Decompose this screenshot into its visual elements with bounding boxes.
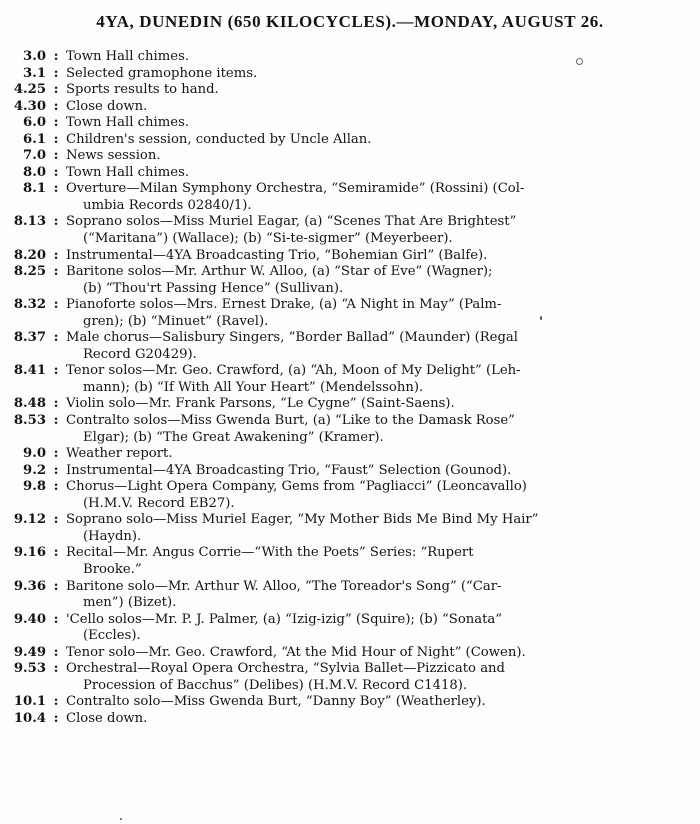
schedule-entry [2, 181, 696, 214]
entry-description [66, 165, 696, 182]
entry-time: 9.8 [23, 479, 46, 495]
entry-description [66, 396, 696, 413]
schedule-entry [2, 413, 696, 446]
schedule-entry [2, 214, 696, 247]
entry-time: 8.41 [13, 363, 46, 379]
entry-text-line: Male chorus—Salisbury Singers, “Border Ballad” (Maunder) (Regal [66, 330, 519, 346]
schedule-entry [2, 66, 696, 83]
schedule-entry [2, 297, 696, 330]
schedule-entry [2, 545, 696, 578]
entry-separator: : [53, 98, 59, 114]
entry-text-line: Chorus—Light Opera Company, Gems from “Pagliacci” (Leoncavallo) [66, 479, 527, 495]
entry-continuation-line: men”) (Bizet). [83, 595, 177, 611]
entry-description [66, 612, 696, 645]
schedule-entry [2, 512, 696, 545]
entry-description [66, 297, 696, 330]
entry-time: 3.1 [23, 65, 46, 81]
entry-continuation-line: gren); (b) “Minuet” (Ravel). [83, 313, 269, 329]
entry-description [66, 363, 696, 396]
schedule-entry [2, 479, 696, 512]
entry-time: 6.1 [23, 131, 46, 147]
entry-description [66, 711, 696, 728]
entry-description [66, 479, 696, 512]
entry-text-line: Sports results to hand. [66, 82, 219, 98]
entry-text-line: Town Hall chimes. [66, 164, 190, 180]
entry-separator: : [53, 611, 59, 627]
entry-time: 3.0 [23, 49, 46, 64]
entry-time: 7.0 [23, 148, 46, 164]
entry-continuation-line: Record G20429). [83, 346, 197, 362]
entry-text-line: Town Hall chimes. [66, 115, 190, 131]
schedule-entry [2, 264, 696, 297]
entry-continuation-line: (“Maritana”) (Wallace); (b) “Si-te-sigmer” (Meyerbeer). [83, 231, 453, 247]
entry-text-line: Weather report. [66, 446, 173, 462]
entry-text-line: Instrumental—4YA Broadcasting Trio, “Bohemian Girl” (Balfe). [66, 247, 488, 263]
schedule-entry [2, 132, 696, 149]
entry-time: 9.16 [13, 545, 46, 561]
entry-text-line: Tenor solos—Mr. Geo. Crawford, (a) “Ah, Moon of My Delight” (Leh- [66, 363, 521, 379]
entry-separator: : [53, 214, 59, 230]
schedule-entry [2, 612, 696, 645]
entry-text-line: Tenor solo—Mr. Geo. Crawford, “At the Mid Hour of Night” (Cowen). [66, 644, 526, 660]
entry-time: 8.37 [13, 330, 46, 346]
entry-text-line: Violin solo—Mr. Frank Parsons, “Le Cygne” (Saint-Saens). [66, 396, 455, 412]
entry-description [66, 132, 696, 149]
entry-text-line: Contralto solos—Miss Gwenda Burt, (a) “Like to the Damask Rose” [66, 413, 515, 429]
schedule-entry [2, 115, 696, 132]
entry-description [66, 330, 696, 363]
entry-description [66, 579, 696, 612]
entry-separator: : [53, 644, 59, 660]
entry-separator: : [53, 49, 59, 64]
entry-time: 8.48 [13, 396, 46, 412]
entry-time: 10.1 [13, 694, 46, 710]
entry-separator: : [53, 578, 59, 594]
print-speck [540, 316, 542, 320]
entry-separator: : [53, 462, 59, 478]
entry-description [66, 248, 696, 265]
entry-continuation-line: Brooke.” [83, 561, 142, 577]
schedule-entry [2, 463, 696, 480]
entry-time: 8.0 [23, 164, 46, 180]
entry-time: 8.20 [13, 247, 46, 263]
entry-continuation-line: (b) “Thou'rt Passing Hence” (Sullivan). [83, 280, 344, 296]
schedule-entry [2, 711, 696, 728]
entry-separator: : [53, 545, 59, 561]
schedule-entry [2, 148, 696, 165]
entry-text-line: Close down. [66, 710, 148, 726]
entry-text-line: Close down. [66, 98, 148, 114]
entry-separator: : [53, 148, 59, 164]
entry-separator: : [53, 65, 59, 81]
entry-time: 10.4 [13, 710, 46, 726]
entry-description [66, 115, 696, 132]
entry-text-line: Overture—Milan Symphony Orchestra, “Semiramide” (Rossini) (Col- [66, 181, 525, 197]
entry-separator: : [53, 694, 59, 710]
entry-text-line: Contralto solo—Miss Gwenda Burt, “Danny Boy” (Weatherley). [66, 694, 486, 710]
schedule-entry [2, 99, 696, 116]
entry-time: 8.1 [23, 181, 46, 197]
entry-time: 9.49 [13, 644, 46, 660]
entry-description [66, 264, 696, 297]
entry-text-line: Pianoforte solos—Mrs. Ernest Drake, (a) “A Night in May” (Palm- [66, 297, 502, 313]
entry-separator: : [53, 710, 59, 726]
entry-separator: : [53, 82, 59, 98]
entry-separator: : [53, 181, 59, 197]
entry-description [66, 82, 696, 99]
schedule-entry [2, 694, 696, 711]
entry-separator: : [53, 512, 59, 528]
entry-time: 9.53 [13, 661, 46, 677]
entry-description [66, 446, 696, 463]
entry-time: 4.25 [13, 82, 46, 98]
schedule-entry [2, 49, 696, 66]
entry-text-line: Baritone solos—Mr. Arthur W. Alloo, (a) “Star of Eve” (Wagner); [66, 264, 493, 280]
entry-description [66, 545, 696, 578]
entry-time: 8.32 [13, 297, 46, 313]
entry-separator: : [53, 164, 59, 180]
schedule-entry [2, 396, 696, 413]
entry-description [66, 463, 696, 480]
entry-separator: : [53, 479, 59, 495]
entry-continuation-line: mann); (b) “If With All Your Heart” (Mendelssohn). [83, 379, 424, 395]
entry-text-line: News session. [66, 148, 161, 164]
entry-time: 8.13 [13, 214, 46, 230]
entry-description [66, 181, 696, 214]
schedule-entry [2, 661, 696, 694]
print-speck [576, 58, 583, 65]
entry-time: 9.12 [13, 512, 46, 528]
entry-description [66, 148, 696, 165]
entry-text-line: Soprano solo—Miss Muriel Eager, “My Mother Bids Me Bind My Hair” [66, 512, 539, 528]
schedule-entry [2, 579, 696, 612]
entry-separator: : [53, 446, 59, 462]
entry-time: 9.2 [23, 462, 46, 478]
entry-separator: : [53, 396, 59, 412]
schedule-entry [2, 645, 696, 662]
entry-description [66, 99, 696, 116]
entry-separator: : [53, 661, 59, 677]
entry-time: 4.30 [13, 98, 46, 114]
entry-continuation-line: (H.M.V. Record EB27). [83, 495, 235, 511]
entry-separator: : [53, 330, 59, 346]
entry-text-line: Soprano solos—Miss Muriel Eagar, (a) “Scenes That Are Brightest” [66, 214, 517, 230]
entry-text-line: 'Cello solos—Mr. P. J. Palmer, (a) “Izig-izig” (Squire); (b) “Sonata” [66, 611, 503, 627]
entry-description [66, 413, 696, 446]
entry-description [66, 645, 696, 662]
entry-description [66, 214, 696, 247]
schedule-entry [2, 330, 696, 363]
entry-separator: : [53, 413, 59, 429]
entry-separator: : [53, 264, 59, 280]
entry-continuation-line: Elgar); (b) “The Great Awakening” (Kramer). [83, 429, 384, 445]
print-speck [120, 818, 122, 820]
entry-description [66, 661, 696, 694]
page-title: 4YA, DUNEDIN (650 KILOCYCLES).—MONDAY, AUGUST 26. [96, 12, 604, 31]
entry-separator: : [53, 115, 59, 131]
schedule-entry [2, 82, 696, 99]
entry-continuation-line: umbia Records 02840/1). [83, 197, 252, 213]
entry-time: 9.36 [13, 578, 46, 594]
entry-separator: : [53, 297, 59, 313]
entry-time: 8.53 [13, 413, 46, 429]
entry-separator: : [53, 363, 59, 379]
entry-text-line: Recital—Mr. Angus Corrie—“With the Poets” Series: “Rupert [66, 545, 474, 561]
schedule-entry [2, 446, 696, 463]
schedule-entry [2, 165, 696, 182]
program-schedule [2, 49, 696, 727]
entry-separator: : [53, 247, 59, 263]
entry-time: 9.40 [13, 611, 46, 627]
entry-text-line: Instrumental—4YA Broadcasting Trio, “Faust” Selection (Gounod). [66, 462, 512, 478]
entry-continuation-line: (Eccles). [83, 628, 141, 644]
entry-continuation-line: (Haydn). [83, 528, 142, 544]
entry-text-line: Orchestral—Royal Opera Orchestra, “Sylvia Ballet—Pizzicato and [66, 661, 505, 677]
entry-description [66, 512, 696, 545]
entry-text-line: Selected gramophone items. [66, 65, 258, 81]
entry-description [66, 49, 696, 66]
entry-continuation-line: Procession of Bacchus” (Delibes) (H.M.V. Record C1418). [83, 677, 468, 693]
entry-time: 6.0 [23, 115, 46, 131]
entry-separator: : [53, 131, 59, 147]
entry-description [66, 694, 696, 711]
entry-text-line: Town Hall chimes. [66, 49, 190, 64]
entry-description [66, 66, 696, 83]
entry-time: 8.25 [13, 264, 46, 280]
schedule-entry [2, 248, 696, 265]
entry-text-line: Children's session, conducted by Uncle Allan. [66, 131, 372, 147]
entry-text-line: Baritone solo—Mr. Arthur W. Alloo, “The Toreador's Song” (“Car- [66, 578, 502, 594]
entry-time: 9.0 [23, 446, 46, 462]
schedule-entry [2, 363, 696, 396]
